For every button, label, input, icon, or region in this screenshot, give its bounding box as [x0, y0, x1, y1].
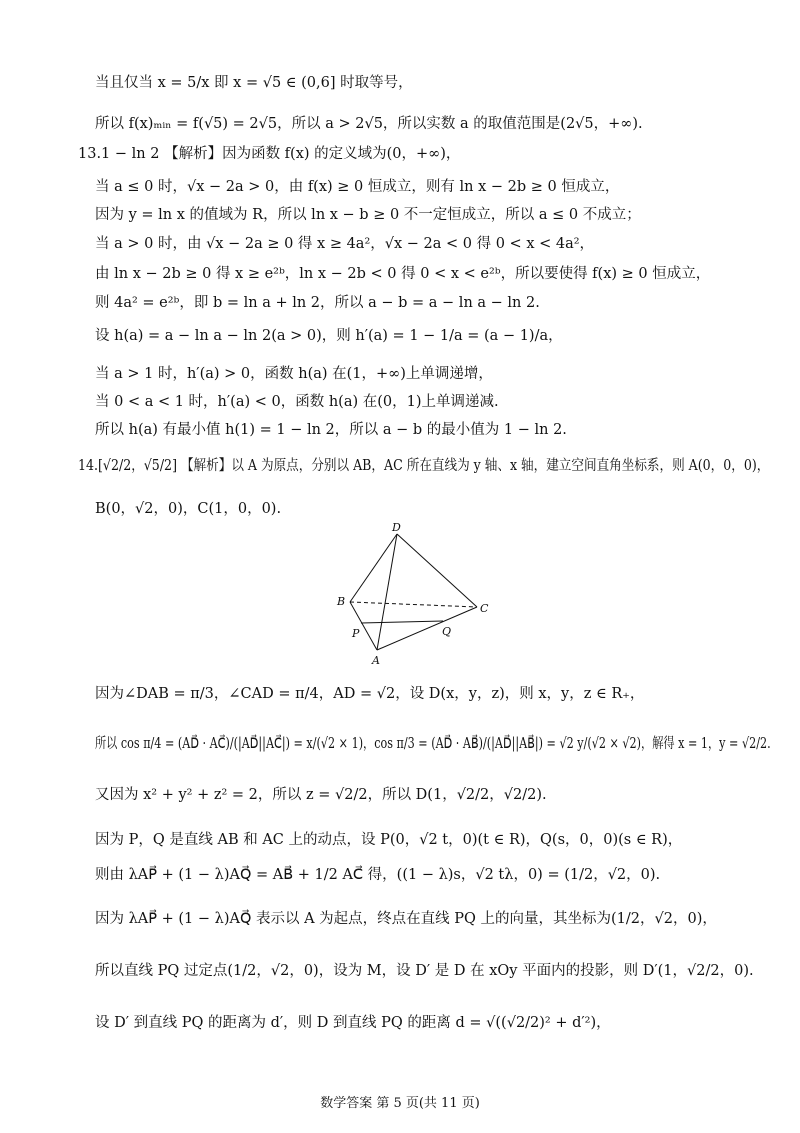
- text-line-19: 则由 λAP⃗ + (1 − λ)AQ⃗ = AB⃗ + 1/2 AC⃗ 得，((1 − λ)s，√2 tλ，0) = (1/2，√2，0).: [95, 867, 661, 883]
- problem-13-header: 13.1 − ln 2 【解析】因为函数 f(x) 的定义域为(0，+∞)，: [78, 146, 461, 162]
- text-line-18: 因为 P，Q 是直线 AB 和 AC 上的动点，设 P(0，√2 t，0)(t ∈ R)，Q(s，0，0)(s ∈ R)，: [95, 832, 683, 848]
- text-line-7: 由 ln x − 2b ≥ 0 得 x ≥ e²ᵇ，ln x − 2b < 0 得 0 < x < e²ᵇ，所以要使得 f(x) ≥ 0 恒成立，: [95, 266, 711, 282]
- label-a: A: [372, 654, 380, 667]
- label-b: B: [337, 595, 346, 608]
- edge-ac: [377, 607, 477, 650]
- label-d: D: [392, 522, 401, 534]
- text-line-20: 因为 λAP⃗ + (1 − λ)AQ⃗ 表示以 A 为起点，终点在直线 PQ 上的向量，其坐标为(1/2，√2，0)，: [95, 911, 717, 927]
- problem-14-header: 14.[√2/2，√5/2] 【解析】以 A 为原点，分别以 AB，AC 所在直线为 y 轴、x 轴，建立空间直角坐标系，则 A(0，0，0)，: [78, 458, 770, 474]
- page-footer: 数学答案 第 5 页(共 11 页): [320, 1096, 480, 1111]
- text-line-16: 所以 cos π/4 = (AD⃗ · AC⃗)/(|AD⃗||AC⃗|) = x/(√2 × 1)，cos π/3 = (AD⃗ · AB⃗)/(|AD⃗||AB⃗|) = √2 y/(√2 × √2)，解得 x = 1，y = √2/2.: [95, 736, 771, 752]
- edge-da: [377, 534, 397, 650]
- text-line-17: 又因为 x² + y² + z² = 2，所以 z = √2/2，所以 D(1，√2/2，√2/2).: [95, 787, 547, 803]
- text-line-22: 设 D′ 到直线 PQ 的距离为 d′，则 D 到直线 PQ 的距离 d = √((√2/2)² + d′²)，: [95, 1015, 611, 1031]
- edge-dc: [397, 534, 477, 607]
- text-line-21: 所以直线 PQ 过定点(1/2，√2，0)，设为 M，设 D′ 是 D 在 xOy 平面内的投影，则 D′(1，√2/2，0).: [95, 963, 754, 979]
- segment-pq: [361, 621, 443, 623]
- text-line-1: 当且仅当 x = 5/x 即 x = √5 ∈ (0,6] 时取等号，: [95, 75, 413, 91]
- tetrahedron-figure: [325, 522, 505, 667]
- text-line-9: 设 h(a) = a − ln a − ln 2(a > 0)，则 h′(a) = 1 − 1/a = (a − 1)/a，: [95, 328, 563, 344]
- text-line-12: 所以 h(a) 有最小值 h(1) = 1 − ln 2，所以 a − b 的最小值为 1 − ln 2.: [95, 422, 567, 438]
- text-line-15: 因为∠DAB = π/3，∠CAD = π/4，AD = √2，设 D(x，y，z)，则 x，y，z ∈ R₊，: [95, 686, 645, 702]
- tetrahedron-diagram: [325, 522, 505, 667]
- text-line-14: B(0，√2，0)，C(1，0，0).: [95, 501, 282, 517]
- label-q: Q: [442, 625, 452, 638]
- edge-bc-dashed: [350, 602, 477, 607]
- label-p: P: [352, 627, 360, 640]
- text-line-10: 当 a > 1 时，h′(a) > 0，函数 h(a) 在(1，+∞)上单调递增，: [95, 366, 493, 382]
- label-c: C: [480, 602, 489, 615]
- edge-ba: [350, 602, 377, 650]
- edge-db: [350, 534, 397, 602]
- text-line-8: 则 4a² = e²ᵇ，即 b = ln a + ln 2，所以 a − b = a − ln a − ln 2.: [95, 295, 540, 311]
- text-line-2: 所以 f(x)ₘᵢₙ = f(√5) = 2√5，所以 a > 2√5，所以实数 a 的取值范围是(2√5，+∞).: [95, 116, 643, 132]
- text-line-11: 当 0 < a < 1 时，h′(a) < 0，函数 h(a) 在(0，1)上单调递减.: [95, 394, 499, 410]
- text-line-6: 当 a > 0 时，由 √x − 2a ≥ 0 得 x ≥ 4a²，√x − 2a < 0 得 0 < x < 4a²，: [95, 236, 595, 252]
- text-line-5: 因为 y = ln x 的值域为 R，所以 ln x − b ≥ 0 不一定恒成立，所以 a ≤ 0 不成立；: [95, 207, 641, 223]
- text-line-4: 当 a ≤ 0 时，√x − 2a > 0，由 f(x) ≥ 0 恒成立，则有 ln x − 2b ≥ 0 恒成立，: [95, 179, 620, 195]
